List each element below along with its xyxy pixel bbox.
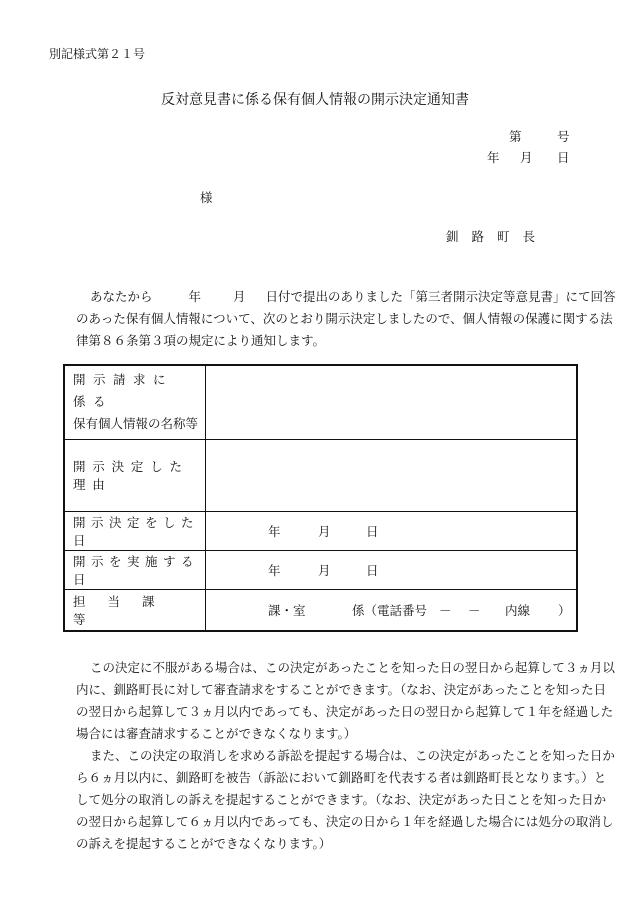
impl-date-day: 日 [366,562,379,578]
impl-date-month: 月 [318,562,331,578]
disclosure-info-table [63,364,578,632]
issue-date-month: 月 [520,150,533,165]
form-number: 別記様式第２１号 [49,47,146,61]
decision-date-month: 月 [318,523,331,539]
value-info-name [206,365,578,439]
label-department: 担当課等 [64,589,206,631]
label-info-name [64,365,206,439]
dept-kakari-phone: 係（電話番号 [352,602,428,618]
phone-dash-1: － [439,602,452,618]
phone-dash-2: － [468,602,481,618]
label-info-name-line2: 保有個人情報の名称等 [73,416,199,432]
table-row [64,439,577,511]
notes-line: ら６ヵ月以内に、釧路町を被告（訴訟において釧路町を代表する者は釧路町長となります。）と [76,770,607,785]
label-implementation-date: 開示を実施する日 [64,550,206,589]
notes-line: 場合には審査請求することができなくなります。） [76,726,357,741]
notes-line: の翌日から起算して３ヵ月以内であっても、決定があった日の翌日から起算して１年を経過した [76,704,614,719]
phone-extension: 内線 [505,602,531,618]
notes-line: して処分の取消しの訴えを提起することができます。（なお、決定があった日ことを知った日か [76,792,607,807]
impl-date-year: 年 [268,562,281,578]
table-row [64,511,577,550]
table-row [64,550,577,589]
value-reason [206,439,578,511]
intro-line-3: 律第８６条第３項の規定により通知します。 [76,333,326,348]
label-info-name-line1: 開示請求に係る [73,372,174,410]
appeal-notes [76,657,615,855]
label-decision-date: 開示決定をした日 [64,511,206,550]
notes-line: また、この決定の取消しを求める訴訟を提起する場合は、この決定があったことを知った日か [90,748,615,763]
document-number-prefix: 第 [509,129,522,144]
issuer-name: 釧路町長 [446,229,549,244]
issue-date-day: 日 [557,150,570,165]
value-implementation-date [206,550,578,589]
intro-paragraph [76,286,616,352]
notes-line: この決定に不服がある場合は、この決定があったことを知った日の翌日から起算して３ヵ月以 [90,660,615,675]
dept-section: 課・室 [268,602,306,618]
intro-month: 月 [233,289,246,304]
issue-date-year: 年 [487,150,500,165]
phone-close-paren: ） [558,602,571,618]
intro-day-text: 日付で提出のありました「第三者開示決定等意見書」にて回答 [265,289,616,304]
notes-line: の翌日から起算して６ヵ月以内であっても、決定の日から１年を経過した場合には処分の取消し [76,814,614,829]
addressee-honorific: 様 [200,190,213,205]
intro-line-2: のあった保有個人情報について、次のとおり開示決定しましたので、個人情報の保護に関する法 [76,311,613,326]
label-reason: 開示決定した理由 [64,439,206,511]
document-title: 反対意見書に係る保有個人情報の開示決定通知書 [161,92,469,108]
notes-line: の訴えを提起することができなくなります。） [76,836,332,851]
table-row [64,365,577,439]
intro-from: あなたから [90,289,153,304]
table-row [64,589,577,631]
value-decision-date [206,511,578,550]
value-department [206,589,578,631]
decision-date-year: 年 [268,523,281,539]
decision-date-day: 日 [366,523,379,539]
notes-line: 内に、釧路町長に対して審査請求をすることができます。（なお、決定があったことを知った日 [76,682,607,697]
intro-year: 年 [188,289,202,304]
intro-line-1 [76,286,616,308]
document-number-suffix: 号 [557,129,570,144]
